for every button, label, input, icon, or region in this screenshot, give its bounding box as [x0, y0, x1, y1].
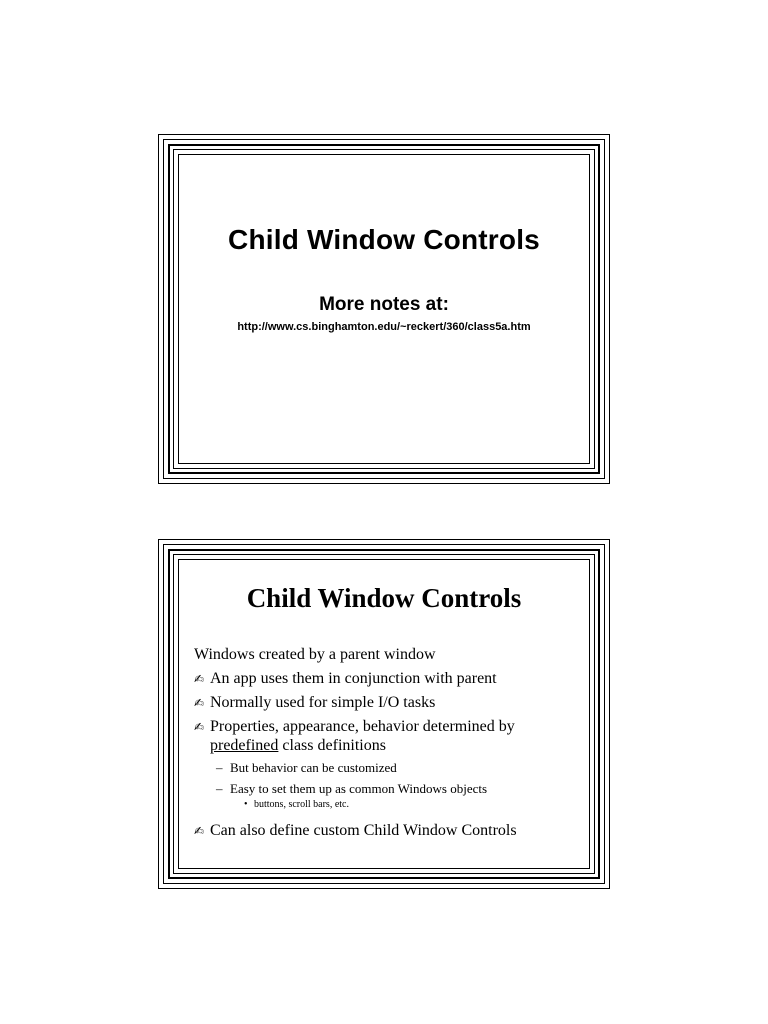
- slide-body: [194, 645, 580, 845]
- writing-hand-icon: ✍: [194, 824, 205, 838]
- bullet-item: [194, 821, 580, 840]
- slide-title: [158, 134, 610, 484]
- notes-url: http://www.cs.binghamton.edu/~reckert/360/class5a.htm: [237, 321, 531, 333]
- lead-line: Windows created by a parent window: [194, 646, 436, 663]
- dash-marker: –: [216, 760, 223, 775]
- notes-heading: More notes at:: [319, 294, 449, 315]
- sub-sub-item: [194, 799, 580, 811]
- slide-content: [180, 156, 588, 462]
- slide-content: [180, 561, 588, 867]
- slide-title-heading: Child Window Controls: [228, 224, 540, 255]
- sub-item-text: Easy to set them up as common Windows objects: [230, 781, 488, 796]
- bullet-item: [194, 717, 580, 755]
- writing-hand-icon: ✍: [194, 720, 205, 734]
- bullet-text: Can also define custom Child Window Controls: [210, 822, 517, 839]
- underlined-term: predefined: [210, 737, 279, 754]
- bullet-item: [194, 669, 580, 688]
- bullet-text-suffix: class definitions: [278, 737, 386, 754]
- bullet-text: An app uses them in conjunction with parent: [210, 670, 497, 687]
- sub-item-text: But behavior can be customized: [230, 760, 397, 775]
- slide-overview: [158, 539, 610, 889]
- sub-sub-item-text: buttons, scroll bars, etc.: [254, 799, 349, 810]
- sub-item: [194, 760, 580, 776]
- bullet-item: [194, 693, 580, 712]
- dash-marker: –: [216, 781, 223, 796]
- bullet-text: Normally used for simple I/O tasks: [210, 694, 436, 711]
- slide-heading: Child Window Controls: [246, 583, 522, 613]
- bullet-dot-icon: •: [244, 799, 248, 810]
- writing-hand-icon: ✍: [194, 696, 205, 710]
- sub-item: [194, 781, 580, 797]
- writing-hand-icon: ✍: [194, 672, 205, 686]
- bullet-text: Properties, appearance, behavior determined by: [210, 718, 515, 735]
